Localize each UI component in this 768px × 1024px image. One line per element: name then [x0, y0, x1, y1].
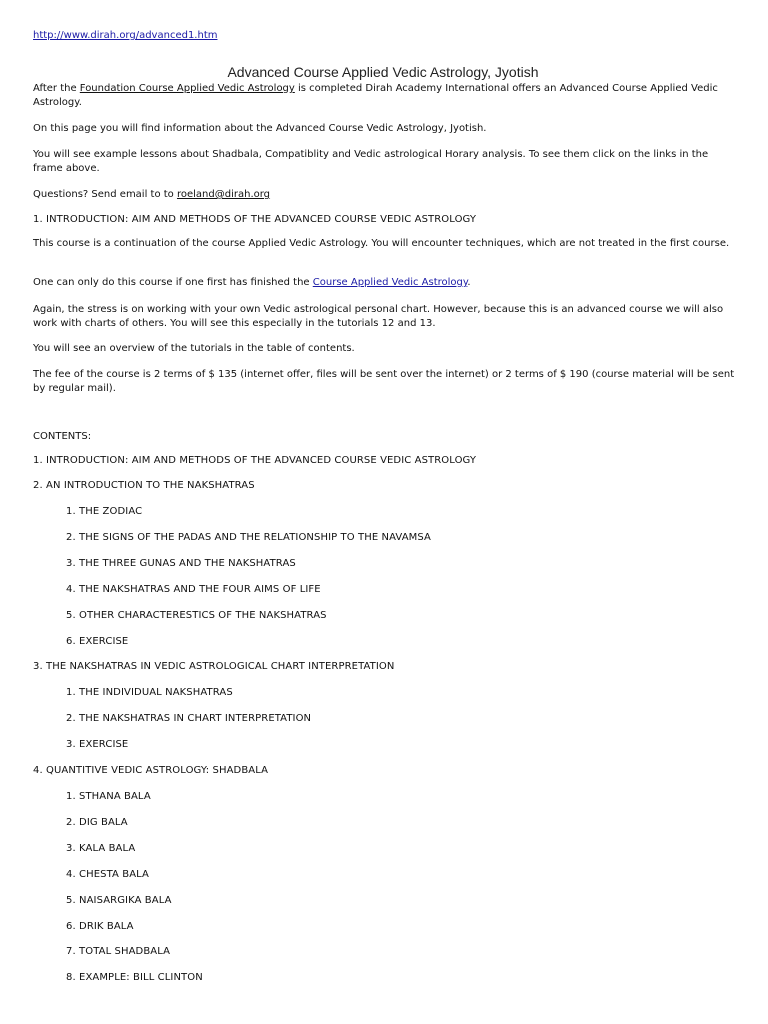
page-url-link[interactable]: http://www.dirah.org/advanced1.htm	[33, 30, 218, 41]
contents-item-3: 3. THE NAKSHATRAS IN VEDIC ASTROLOGICAL CHART INTERPRETATION	[33, 661, 395, 672]
intro-paragraph-1	[33, 82, 733, 110]
contents-subitem: 1. THE ZODIAC	[66, 506, 143, 517]
prereq-text: One can only do this course if one first has finished the	[33, 277, 313, 288]
contents-subitem: 2. THE NAKSHATRAS IN CHART INTERPRETATION	[66, 713, 312, 724]
intro-p1-text: After the	[33, 83, 80, 94]
section-1-heading: 1. INTRODUCTION: AIM AND METHODS OF THE ADVANCED COURSE VEDIC ASTROLOGY	[33, 214, 477, 225]
intro-paragraph-3: You will see example lessons about Shadbala, Compatiblity and Vedic astrological Horary analysis. To see them click on the links in the frame above.	[33, 149, 709, 174]
contents-subitem: 1. THE INDIVIDUAL NAKSHATRAS	[66, 687, 233, 698]
contents-subitem: 3. THE THREE GUNAS AND THE NAKSHATRAS	[66, 558, 296, 569]
contents-label: CONTENTS:	[33, 431, 92, 442]
contents-subitem: 1. STHANA BALA	[66, 791, 151, 802]
contents-subitem: 6. EXERCISE	[66, 636, 129, 647]
contents-subitem: 4. THE NAKSHATRAS AND THE FOUR AIMS OF LIFE	[66, 584, 321, 595]
contents-subitem: 3. EXERCISE	[66, 739, 129, 750]
contents-item-1: 1. INTRODUCTION: AIM AND METHODS OF THE ADVANCED COURSE VEDIC ASTROLOGY	[33, 455, 477, 466]
email-link[interactable]: roeland@dirah.org	[176, 189, 271, 200]
contents-subitem: 5. OTHER CHARACTERESTICS OF THE NAKSHATRAS	[66, 610, 327, 621]
prereq-text-end: .	[467, 277, 471, 288]
intro-paragraph-4	[33, 189, 270, 200]
section-1-paragraph-1: This course is a continuation of the course Applied Vedic Astrology. You will encounter techniques, which are not treated in the first course.	[33, 238, 730, 249]
section-1-paragraph-3: Again, the stress is on working with your own Vedic astrological personal chart. However, because this is an advanced course we will also work with charts of others. You will see this especially in the tutorials 12 and 13.	[33, 304, 724, 329]
foundation-course-link[interactable]: Foundation Course Applied Vedic Astrology	[79, 83, 295, 94]
course-applied-vedic-astrology-link[interactable]: Course Applied Vedic Astrology	[312, 277, 468, 288]
contents-subitem: 6. DRIK BALA	[66, 921, 134, 932]
questions-text: Questions? Send email to to	[33, 189, 177, 200]
contents-subitem: 8. EXAMPLE: BILL CLINTON	[66, 972, 203, 983]
page-title: Advanced Course Applied Vedic Astrology, Jyotish	[227, 64, 539, 80]
section-1-paragraph-5: The fee of the course is 2 terms of $ 135 (internet offer, files will be sent over the internet) or 2 terms of $ 190 (course material will be sent by regular mail).	[33, 369, 735, 394]
contents-subitem: 2. THE SIGNS OF THE PADAS AND THE RELATIONSHIP TO THE NAVAMSA	[66, 532, 431, 543]
section-1-paragraph-4: You will see an overview of the tutorials in the table of contents.	[33, 343, 355, 354]
contents-subitem: 4. CHESTA BALA	[66, 869, 149, 880]
contents-subitem: 5. NAISARGIKA BALA	[66, 895, 172, 906]
intro-paragraph-2: On this page you will find information about the Advanced Course Vedic Astrology, Jyotish.	[33, 123, 487, 134]
section-1-paragraph-2	[33, 277, 471, 288]
contents-item-4: 4. QUANTITIVE VEDIC ASTROLOGY: SHADBALA	[33, 765, 269, 776]
contents-subitem: 2. DIG BALA	[66, 817, 128, 828]
contents-subitem: 3. KALA BALA	[66, 843, 136, 854]
contents-subitem: 7. TOTAL SHADBALA	[66, 946, 171, 957]
contents-item-2: 2. AN INTRODUCTION TO THE NAKSHATRAS	[33, 480, 255, 491]
intro-p1-text-end: is completed Dirah Academy International offers an Advanced Course Applied Vedic Astrology.	[33, 83, 718, 108]
